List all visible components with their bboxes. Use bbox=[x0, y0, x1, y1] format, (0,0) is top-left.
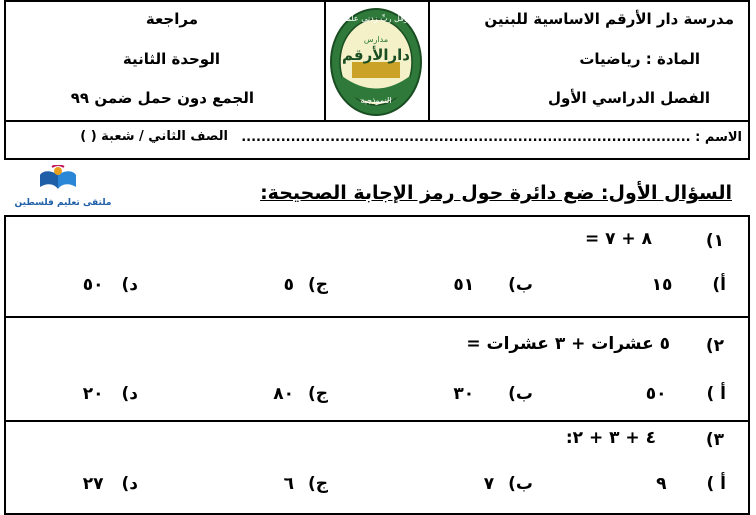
option-a[interactable]: أ )٥٠ bbox=[645, 384, 726, 404]
header-divider-right bbox=[428, 2, 430, 122]
subject-label: المادة : رياضيات bbox=[579, 50, 700, 68]
option-a[interactable]: أ)١٥ bbox=[651, 275, 726, 295]
option-c[interactable]: ج)٦ bbox=[283, 474, 328, 494]
question-2-number: ٢) bbox=[705, 336, 724, 356]
name-field: الاسم : ........................................................................................... bbox=[241, 130, 742, 145]
option-c[interactable]: ج)٨٠ bbox=[273, 384, 328, 404]
option-b[interactable]: ب)٥١ bbox=[453, 275, 533, 295]
watermark-text: ملتقى تعليم فلسطين bbox=[14, 198, 112, 208]
review-label: مراجعة bbox=[145, 10, 198, 28]
unit-label: الوحدة الثانية bbox=[122, 50, 220, 68]
header-divider-left bbox=[324, 2, 326, 122]
question-box-1 bbox=[4, 215, 750, 318]
logo-top-text: وقل ربِّ زدني علماً bbox=[344, 14, 408, 23]
question-3-number: ٣) bbox=[705, 430, 724, 450]
header-divider-horizontal bbox=[6, 120, 748, 122]
question-box-2 bbox=[4, 316, 750, 422]
option-d[interactable]: د)٥٠ bbox=[82, 275, 138, 295]
question-box-3 bbox=[4, 420, 750, 515]
school-logo bbox=[328, 6, 424, 118]
option-a[interactable]: أ )٩ bbox=[656, 474, 726, 494]
logo-sub-text: مدارس bbox=[363, 35, 389, 44]
question-1-number: ١) bbox=[705, 231, 724, 251]
option-b[interactable]: ب)٣٠ bbox=[453, 384, 533, 404]
section-title: السؤال الأول: ضع دائرة حول رمز الإجابة الصحيحة: bbox=[260, 182, 732, 204]
logo-main-text: دارالأرقم bbox=[341, 46, 411, 64]
option-b[interactable]: ب)٧ bbox=[483, 474, 533, 494]
logo-bottom-text: النموذجية bbox=[360, 96, 392, 105]
header-box bbox=[4, 0, 750, 160]
semester-label: الفصل الدراسي الأول bbox=[548, 89, 710, 107]
option-d[interactable]: د)٢٧ bbox=[82, 474, 138, 494]
option-d[interactable]: د)٢٠ bbox=[82, 384, 138, 404]
book-logo-icon bbox=[38, 165, 78, 197]
option-c[interactable]: ج)٥ bbox=[283, 275, 328, 295]
topic-label: الجمع دون حمل ضمن ٩٩ bbox=[70, 89, 254, 107]
school-name: مدرسة دار الأرقم الاساسية للبنين bbox=[484, 10, 734, 28]
grade-field: الصف الثاني / شعبة ( ) bbox=[80, 129, 228, 144]
question-1-text: ٨ + ٧ = bbox=[584, 229, 652, 249]
question-3-text: ٤ + ٣ + ٢: bbox=[565, 428, 656, 448]
question-2-text: ٥ عشرات + ٣ عشرات = bbox=[466, 334, 670, 354]
